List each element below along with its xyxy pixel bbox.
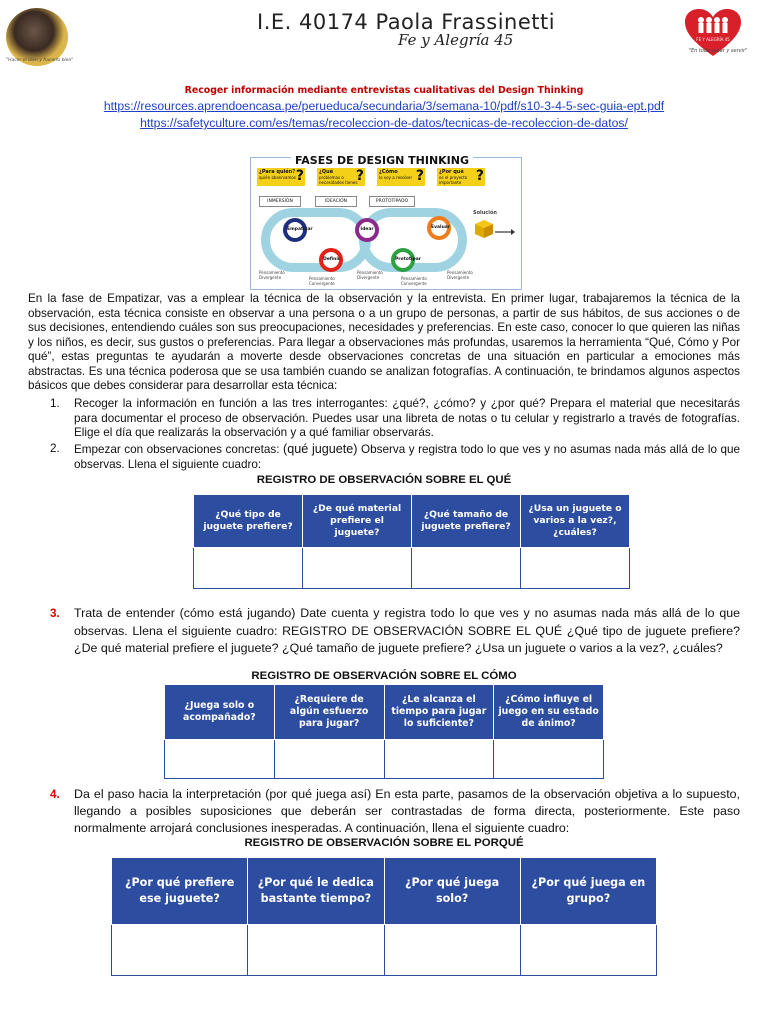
table-como: [164, 684, 604, 779]
thinking-label-1: Pensamiento Divergente: [259, 270, 285, 280]
table-que-header-4: ¿Usa un juguete o varios a la vez?, ¿cuáles?: [521, 495, 630, 548]
table-que-cell-2[interactable]: [303, 548, 412, 589]
item-text-2b: (qué juguete): [283, 442, 358, 456]
logo-caption: "En todo amar y servir": [688, 48, 748, 54]
table-porque: [111, 857, 657, 976]
thinking-label-5: Pensamiento Divergente: [447, 270, 473, 280]
table-como-header-3: ¿Le alcanza el tiempo para jugar lo suficiente?: [384, 685, 494, 740]
table-como-header-4: ¿Cómo influye el juego en su estado de ánimo?: [494, 685, 604, 740]
table-como-cell-2[interactable]: [274, 740, 384, 779]
table-que: [193, 494, 630, 589]
list-item-2: [50, 442, 741, 472]
item-number-2: 2.: [50, 442, 60, 455]
table-porque-title: REGISTRO DE OBSERVACIÓN SOBRE EL PORQUÉ: [244, 837, 524, 849]
phase-empatizar: Empatizar: [283, 218, 307, 242]
table-porque-header-4: ¿Por qué juega en grupo?: [520, 858, 656, 925]
table-que-header-3: ¿Qué tamaño de juguete prefiere?: [412, 495, 521, 548]
list-item-1: [50, 397, 740, 441]
stage-inmersion: INMERSIÓN: [259, 196, 301, 207]
table-como-header-2: ¿Requiere de algún esfuerzo para jugar?: [274, 685, 384, 740]
item-text-2c: Observa y registra todo lo que ves y no asumas nada más allá de lo que observas. Llena el siguiente cuadro:: [74, 443, 741, 471]
question-box-why: ¿Por qué es el proyecto importante ?: [439, 168, 484, 185]
list-item-4: [50, 786, 740, 837]
thinking-label-4: Pensamiento Convergente: [401, 276, 427, 286]
avatar-caption: "Hacer el bien y hacerlo bien": [6, 58, 74, 63]
table-porque-header-1: ¿Por qué prefiere ese juguete?: [112, 858, 248, 925]
table-que-cell-3[interactable]: [412, 548, 521, 589]
item-number-4: 4.: [50, 788, 60, 801]
item-text-1: Recoger la información en función a las tres interrogantes: ¿qué?, ¿cómo? y ¿por qué? Prepara el material que necesitarás para documentar el proceso de observación. Puedes usar una libreta de notas o tu celular y registrarlo a través de fotografías. Elige el día que realizarás la observación y a qué familiar observarás.: [74, 397, 740, 439]
item-number-1: 1.: [50, 397, 60, 410]
table-como-cell-1[interactable]: [165, 740, 275, 779]
question-box-how: ¿Cómo lo voy a resolver ?: [379, 168, 424, 184]
table-como-title: REGISTRO DE OBSERVACIÓN SOBRE EL CÓMO: [251, 670, 517, 682]
resource-link-2[interactable]: https://safetyculture.com/es/temas/recoleccion-de-datos/tecnicas-de-recoleccion-de-datos/: [140, 116, 628, 130]
school-name: I.E. 40174 Paola Frassinetti: [257, 10, 556, 34]
stage-prototipado: PROTOTIPADO: [369, 196, 415, 207]
resource-link-1[interactable]: https://resources.aprendoencasa.pe/perueduca/secundaria/3/semana-10/pdf/s10-3-4-5-sec-guia-ept.pdf: [103, 99, 665, 113]
diagram-title: FASES DE DESIGN THINKING: [291, 154, 473, 167]
arrow-right-icon: [495, 228, 515, 236]
stage-ideacion: IDEACIÓN: [315, 196, 357, 207]
table-que-header-2: ¿De qué material prefiere el juguete?: [303, 495, 412, 548]
item-number-3: 3.: [50, 607, 60, 620]
design-thinking-diagram: [250, 154, 522, 290]
solution-cube-icon: [473, 218, 495, 240]
question-box-who: ¿Para quién? quién observamos ?: [259, 168, 304, 184]
table-porque-header-3: ¿Por qué juega solo?: [384, 858, 520, 925]
phase-definir: Definir: [319, 248, 343, 272]
table-que-cell-1[interactable]: [194, 548, 303, 589]
thinking-label-3: Pensamiento Divergente: [357, 270, 383, 280]
table-que-cell-4[interactable]: [521, 548, 630, 589]
table-porque-cell-1[interactable]: [112, 925, 248, 976]
list-item-3: [50, 605, 740, 658]
phase-idear: Idear: [355, 218, 379, 242]
item-text-3: Trata de entender (cómo está jugando) Date cuenta y registra todo lo que ves y no asumas nada más allá de lo que observas. Llena el siguiente cuadro: REGISTRO DE OBSERVACIÓN SOBRE EL QUÉ ¿Qué tipo de juguete prefiere? ¿De qué material prefiere el juguete? ¿Qué tamaño de juguete prefiere? ¿Usa un juguete o varios a la vez?, ¿cuáles?: [74, 606, 740, 655]
table-que-header-1: ¿Qué tipo de juguete prefiere?: [194, 495, 303, 548]
intro-paragraph: En la fase de Empatizar, vas a emplear la técnica de la observación y la entrevista. En primer lugar, trabajaremos la técnica de la observación, esta técnica consiste en observar a una persona o a un grupo de personas, a partir de sus hábitos, de sus acciones o de sus decisiones, entendiendo cuáles son sus preocupaciones, necesidades y preferencias. En este caso, conocer lo que quieren las niñas y los niños, es decir, sus gustos o preferencias. Para llegar a observaciones más profundas, usaremos la herramienta “Qué, Cómo y Por qué”, estas preguntas te ayudarán a moverte desde observaciones concretas de una situación en particular a emociones más abstractas. Es una técnica poderosa que se usa también cuando se analizan fotografías. A continuación, te brindamos algunos aspectos básicos que debes considerar para desarrollar esta técnica:: [28, 292, 740, 392]
table-porque-cell-4[interactable]: [520, 925, 656, 976]
phase-prototipar: Prototipar: [391, 248, 415, 272]
document-title: Recoger información mediante entrevistas cualitativas del Design Thinking: [184, 85, 584, 96]
item-text-2a: Empezar con observaciones concretas:: [74, 443, 280, 456]
divergent-loop-left: [261, 208, 371, 272]
thinking-label-2: Pensamiento Convergente: [309, 276, 335, 286]
table-que-title: REGISTRO DE OBSERVACIÓN SOBRE EL QUÉ: [256, 474, 512, 486]
question-box-what: ¿Qué problemas o necesidades tienes ?: [319, 168, 364, 185]
table-porque-cell-2[interactable]: [248, 925, 384, 976]
school-motto: Fe y Alegría 45: [398, 31, 514, 49]
table-como-cell-3[interactable]: [384, 740, 494, 779]
phase-evaluar: Evaluar: [427, 216, 451, 240]
table-como-cell-4[interactable]: [494, 740, 604, 779]
item-text-4: Da el paso hacia la interpretación (por qué juega así) En esta parte, pasamos de la observación objetiva a lo supuesto, llegando a posibles suposiciones que deberán ser contrastadas de forma directa, posteriormente. Este paso normalmente arrojará conclusiones inesperadas. A continuación, llena el siguiente cuadro:: [74, 787, 740, 835]
solution-label: Solución: [473, 210, 497, 216]
logo-text: FE Y ALEGRÍA 45: [696, 37, 730, 42]
table-porque-header-2: ¿Por qué le dedica bastante tiempo?: [248, 858, 384, 925]
table-como-header-1: ¿Juega solo o acompañado?: [165, 685, 275, 740]
table-porque-cell-3[interactable]: [384, 925, 520, 976]
